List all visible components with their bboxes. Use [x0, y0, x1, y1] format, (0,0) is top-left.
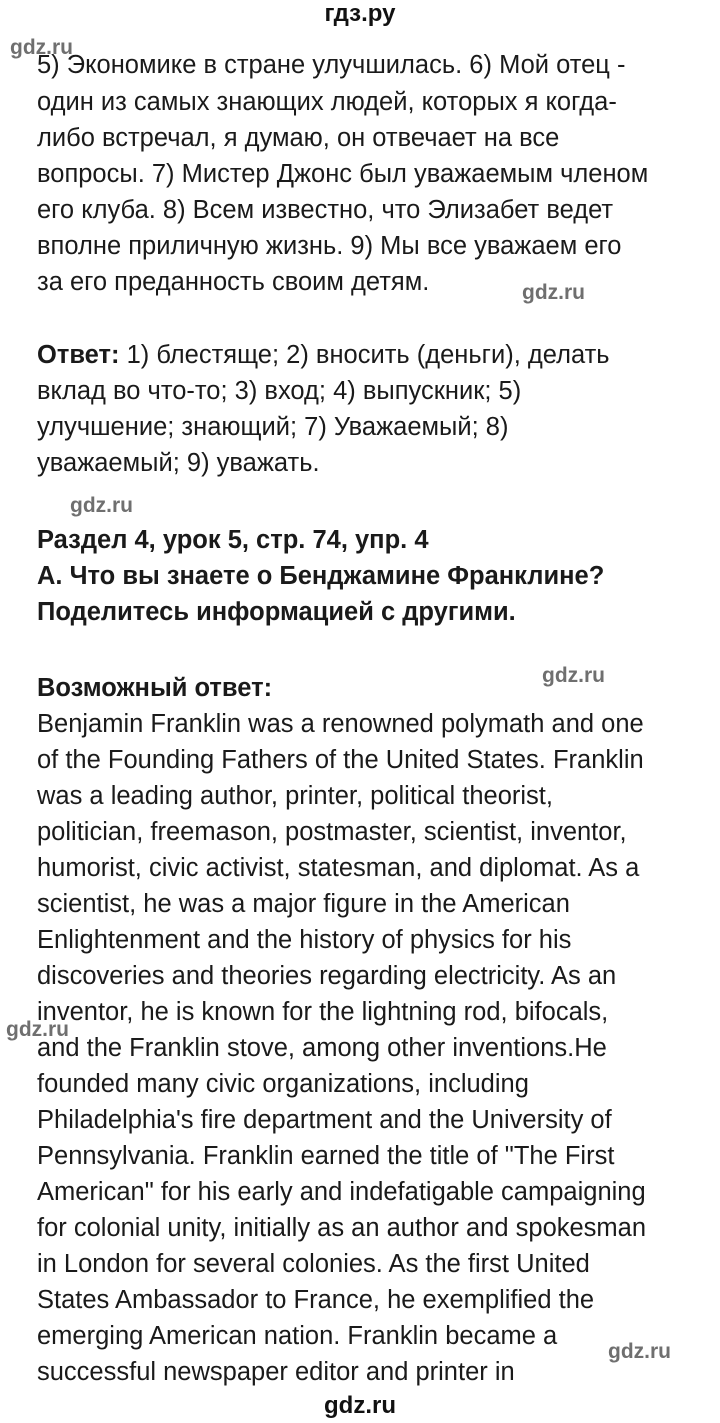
essay-line: Benjamin Franklin was a renowned polymath and one [37, 710, 644, 738]
essay-line: States Ambassador to France, he exemplified the [37, 1286, 595, 1314]
translation-line: за его преданность своим детям. [37, 268, 430, 296]
essay-line: was a leading author, printer, political theorist, [37, 782, 553, 810]
watermark: gdz.ru [10, 36, 73, 59]
essay-line: discoveries and theories regarding electricity. As an [37, 962, 617, 990]
task-line: Поделитесь информацией с другими. [37, 598, 516, 626]
essay-line: humorist, civic activist, statesman, and diplomat. As a [37, 854, 640, 882]
answer-line: уважаемый; 9) уважать. [37, 449, 320, 477]
essay-line: founded many civic organizations, including [37, 1070, 529, 1098]
translation-line: его клуба. 8) Всем известно, что Элизабет ведет [37, 196, 614, 224]
essay-line: Pennsylvania. Franklin earned the title of "The First [37, 1142, 615, 1170]
answer-first-line [37, 340, 610, 370]
task-line: A. Что вы знаете о Бенджамине Франклине? [37, 562, 605, 590]
watermark: gdz.ru [542, 664, 605, 687]
essay-line: in London for several colonies. As the first United [37, 1250, 590, 1278]
watermark: gdz.ru [522, 281, 585, 304]
essay-line: successful newspaper editor and printer in [37, 1358, 515, 1386]
site-footer: gdz.ru [324, 1392, 396, 1419]
essay-line: scientist, he was a major figure in the American [37, 890, 570, 918]
essay-line: Philadelphia's fire department and the University of [37, 1106, 612, 1134]
essay-line: politician, freemason, postmaster, scientist, inventor, [37, 818, 627, 846]
section-heading: Раздел 4, урок 5, стр. 74, упр. 4 [37, 526, 429, 554]
watermark: gdz.ru [70, 494, 133, 517]
possible-answer-label: Возможный ответ: [37, 674, 273, 702]
translation-line: вопросы. 7) Мистер Джонс был уважаемым членом [37, 160, 649, 188]
answer-label: Ответ: [37, 341, 120, 369]
answer-text: 1) блестяще; 2) вносить (деньги), делать [119, 341, 610, 369]
watermark: gdz.ru [608, 1340, 671, 1363]
site-header: гдз.ру [324, 0, 396, 27]
essay-line: Enlightenment and the history of physics for his [37, 926, 572, 954]
essay-line: American" for his early and indefatigable campaigning [37, 1178, 646, 1206]
essay-line: of the Founding Fathers of the United States. Franklin [37, 746, 644, 774]
essay-line: inventor, he is known for the lightning rod, bifocals, [37, 998, 609, 1026]
translation-line: вполне приличную жизнь. 9) Мы все уважаем его [37, 232, 622, 260]
translation-line: 5) Экономике в стране улучшилась. 6) Мой отец - [37, 51, 626, 79]
translation-line: либо встречал, я думаю, он отвечает на все [37, 124, 560, 152]
essay-line: for colonial unity, initially as an author and spokesman [37, 1214, 647, 1242]
answer-line: вклад во что-то; 3) вход; 4) выпускник; 5) [37, 377, 522, 405]
answer-line: улучшение; знающий; 7) Уважаемый; 8) [37, 413, 509, 441]
watermark: gdz.ru [6, 1018, 69, 1041]
essay-line: and the Franklin stove, among other inventions.He [37, 1034, 607, 1062]
essay-line: emerging American nation. Franklin became a [37, 1322, 558, 1350]
translation-line: один из самых знающих людей, которых я когда- [37, 88, 617, 116]
